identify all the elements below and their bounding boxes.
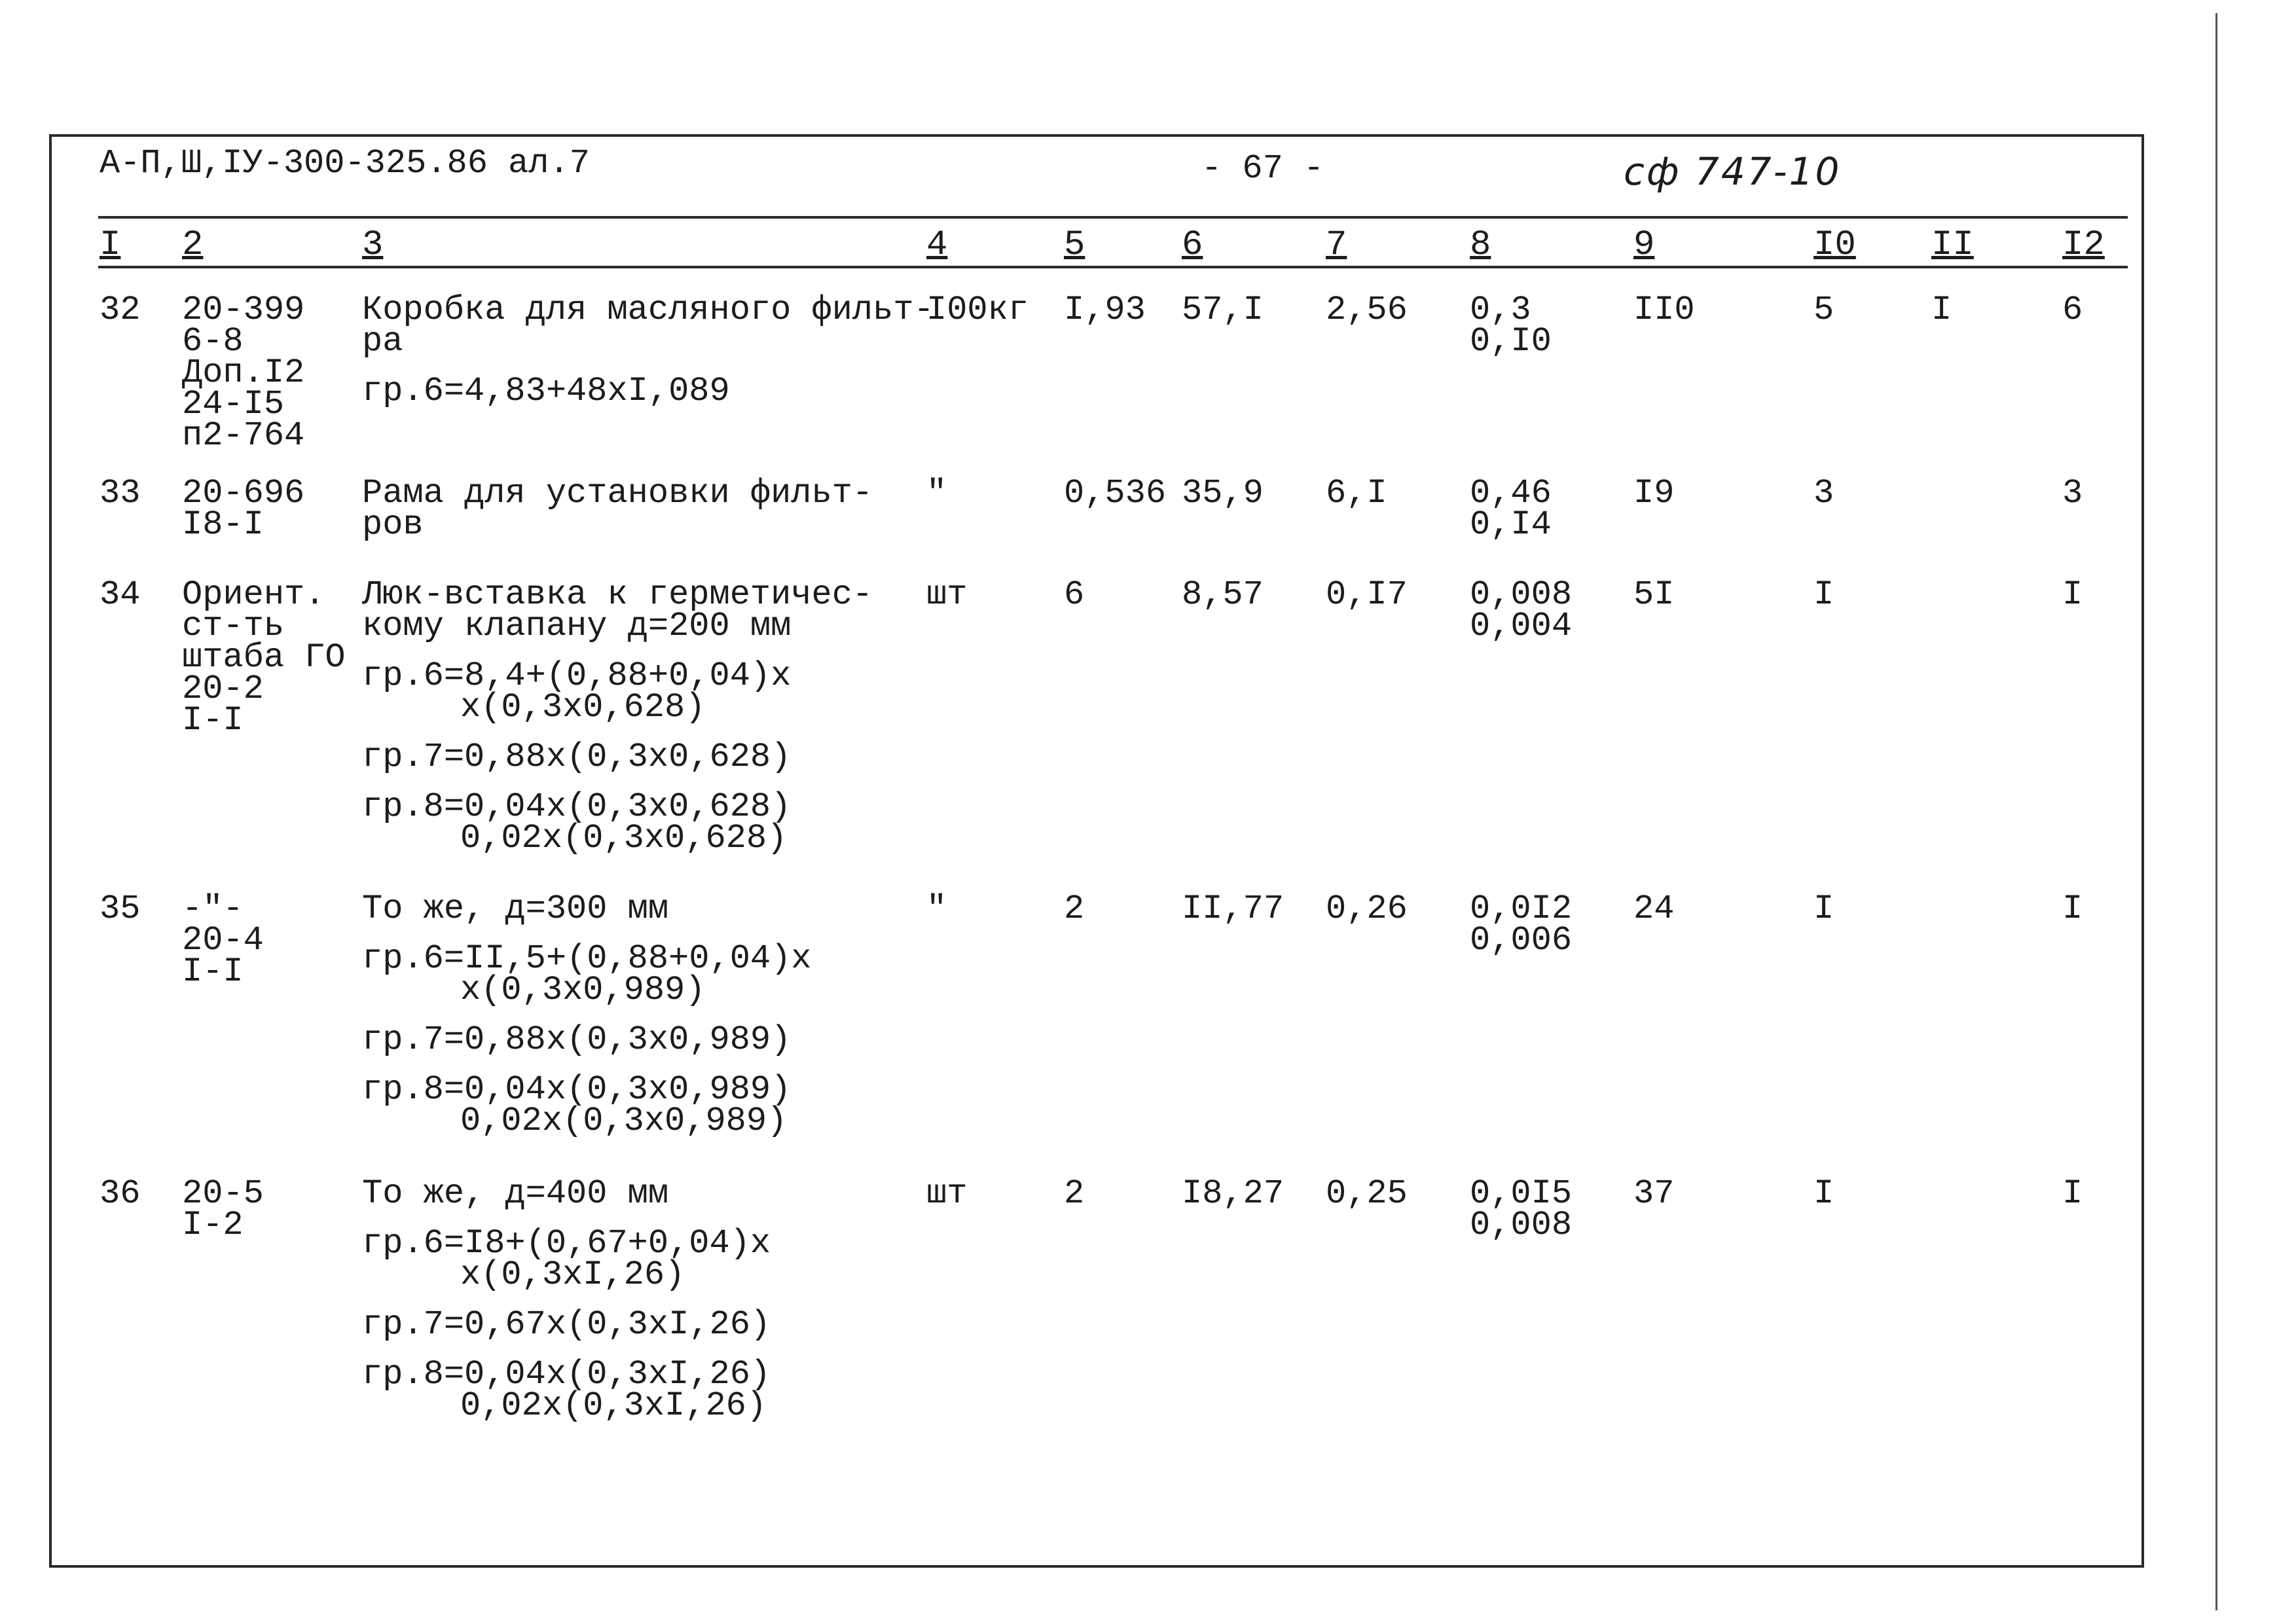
item-description — [362, 1174, 771, 1425]
item-description — [362, 474, 873, 544]
norm-code-line: Ориент. — [182, 575, 325, 614]
col8-values-line: 0,46 — [1470, 474, 1552, 513]
col7-value: 2,56 — [1326, 291, 1408, 329]
col9-value: II0 — [1633, 291, 1695, 329]
formula-line: 0,02х(0,3х0,628) — [460, 819, 788, 857]
norm-code-line: 20-4 — [182, 921, 264, 960]
col5-value: 0,536 — [1064, 474, 1167, 513]
norm-code-line: I-I — [182, 952, 244, 991]
norm-code — [182, 1174, 264, 1244]
item-description — [362, 575, 873, 857]
description-line: ра — [362, 322, 403, 361]
row-number: 32 — [100, 291, 141, 329]
norm-code-line: Доп.I2 — [182, 353, 305, 392]
norm-code-line: п2-764 — [182, 416, 305, 455]
col6-value: II,77 — [1182, 890, 1285, 928]
col8-values-line: 0,0I2 — [1470, 890, 1573, 928]
unit: I00кг — [926, 291, 1029, 329]
norm-code-line: 20-696 — [182, 474, 305, 513]
page-number: - 67 - — [1201, 149, 1324, 188]
norm-code-line: 20-5 — [182, 1174, 264, 1213]
col8-values — [1470, 575, 1573, 645]
col5-value: 2 — [1064, 1174, 1085, 1213]
norm-code — [182, 575, 346, 740]
col12-value: I — [2062, 1174, 2083, 1213]
col7-value: 0,I7 — [1326, 575, 1408, 614]
description-line: ров — [362, 505, 424, 544]
row-number: 33 — [100, 474, 141, 513]
col8-values-line: 0,004 — [1470, 607, 1573, 645]
col6-value: I8,27 — [1182, 1174, 1285, 1213]
col9-value: 24 — [1633, 890, 1675, 928]
column-number-11: II — [1931, 225, 1974, 265]
norm-code-line: ст-ть — [182, 607, 285, 645]
column-number-6: 6 — [1182, 225, 1203, 265]
col8-values — [1470, 291, 1552, 361]
norm-code-line: -"- — [182, 890, 244, 928]
formula-line: х(0,3х0,989) — [460, 971, 706, 1009]
column-number-5: 5 — [1064, 225, 1085, 265]
col8-values-line: 0,008 — [1470, 1206, 1573, 1244]
col9-value: 5I — [1633, 575, 1675, 614]
column-number-1: I — [100, 225, 121, 265]
norm-code-line: I-I — [182, 701, 244, 740]
norm-code — [182, 890, 264, 991]
column-number-12: I2 — [2062, 225, 2105, 265]
item-description — [362, 291, 934, 410]
col7-value: 0,26 — [1326, 890, 1408, 928]
col7-value: 6,I — [1326, 474, 1387, 513]
formula-line: 0,02х(0,3хI,26) — [460, 1386, 767, 1425]
norm-code-line: 20-2 — [182, 670, 264, 708]
unit: " — [926, 890, 947, 928]
col8-values-line: 0,0I5 — [1470, 1174, 1573, 1213]
formula-line: гр.6=II,5+(0,88+0,04)х — [362, 939, 812, 978]
document-code: А-П,Ш,IУ-300-325.86 ал.7 — [100, 144, 590, 183]
col10-value: I — [1813, 890, 1834, 928]
norm-code — [182, 474, 305, 544]
col8-values — [1470, 1174, 1573, 1244]
col12-value: 6 — [2062, 291, 2083, 329]
norm-code-line: 20-399 — [182, 291, 305, 329]
norm-code — [182, 291, 305, 455]
column-number-10: I0 — [1813, 225, 1856, 265]
col5-value: 6 — [1064, 575, 1085, 614]
col8-values — [1470, 474, 1552, 544]
col5-value: 2 — [1064, 890, 1085, 928]
norm-code-line: 6-8 — [182, 322, 244, 361]
col10-value: 3 — [1813, 474, 1834, 513]
col12-value: 3 — [2062, 474, 2083, 513]
column-number-3: 3 — [362, 225, 384, 265]
col7-value: 0,25 — [1326, 1174, 1408, 1213]
column-number-7: 7 — [1326, 225, 1347, 265]
col12-value: I — [2062, 890, 2083, 928]
formula-line: гр.6=8,4+(0,88+0,04)х — [362, 657, 792, 695]
col10-value: 5 — [1813, 291, 1834, 329]
row-number: 36 — [100, 1174, 141, 1213]
norm-code-line: I8-I — [182, 505, 264, 544]
description-line: То же, д=400 мм — [362, 1174, 669, 1213]
col8-values-line: 0,I0 — [1470, 322, 1552, 361]
formula-line: гр.8=0,04х(0,3хI,26) — [362, 1355, 771, 1394]
description-line: кому клапану д=200 мм — [362, 607, 792, 645]
col8-values-line: 0,3 — [1470, 291, 1531, 329]
column-number-8: 8 — [1470, 225, 1491, 265]
handwritten-reference: сф 747-10 — [1624, 149, 1842, 194]
col8-values-line: 0,I4 — [1470, 505, 1552, 544]
col6-value: 8,57 — [1182, 575, 1264, 614]
col9-value: 37 — [1633, 1174, 1675, 1213]
description-line: Коробка для масляного фильт- — [362, 291, 934, 329]
header-rule-top — [98, 216, 2128, 219]
description-line: Люк-вставка к герметичес- — [362, 575, 873, 614]
row-number: 34 — [100, 575, 141, 614]
col12-value: I — [2062, 575, 2083, 614]
item-description — [362, 890, 812, 1140]
norm-code-line: штаба ГО — [182, 638, 346, 677]
formula-line: х(0,3х0,628) — [460, 688, 706, 727]
formula-line: гр.7=0,88х(0,3х0,989) — [362, 1020, 792, 1059]
col6-value: 35,9 — [1182, 474, 1264, 513]
column-number-4: 4 — [926, 225, 948, 265]
col8-values-line: 0,006 — [1470, 921, 1573, 960]
formula-line: гр.8=0,04х(0,3х0,628) — [362, 787, 792, 826]
col6-value: 57,I — [1182, 291, 1264, 329]
norm-code-line: 24-I5 — [182, 385, 285, 424]
formula-line: 0,02х(0,3х0,989) — [460, 1102, 788, 1140]
unit: шт — [926, 1174, 968, 1213]
formula-line: гр.6=I8+(0,67+0,04)х — [362, 1224, 771, 1263]
formula-line: х(0,3хI,26) — [460, 1255, 685, 1294]
description-line: То же, д=300 мм — [362, 890, 669, 928]
page-edge-line — [2215, 13, 2217, 1610]
column-number-2: 2 — [182, 225, 204, 265]
col10-value: I — [1813, 575, 1834, 614]
formula-line: гр.7=0,67х(0,3хI,26) — [362, 1305, 771, 1344]
column-number-9: 9 — [1633, 225, 1655, 265]
col5-value: I,93 — [1064, 291, 1146, 329]
col8-values-line: 0,008 — [1470, 575, 1573, 614]
col8-values — [1470, 890, 1573, 960]
description-line: Рама для установки фильт- — [362, 474, 873, 513]
row-number: 35 — [100, 890, 141, 928]
header-rule-bottom — [98, 266, 2128, 268]
formula-line: гр.6=4,83+48хI,089 — [362, 372, 730, 410]
unit: " — [926, 474, 947, 513]
col9-value: I9 — [1633, 474, 1675, 513]
unit: шт — [926, 575, 968, 614]
norm-code-line: I-2 — [182, 1206, 244, 1244]
formula-line: гр.8=0,04х(0,3х0,989) — [362, 1070, 792, 1109]
formula-line: гр.7=0,88х(0,3х0,628) — [362, 738, 792, 776]
col10-value: I — [1813, 1174, 1834, 1213]
col11-value: I — [1931, 291, 1952, 329]
